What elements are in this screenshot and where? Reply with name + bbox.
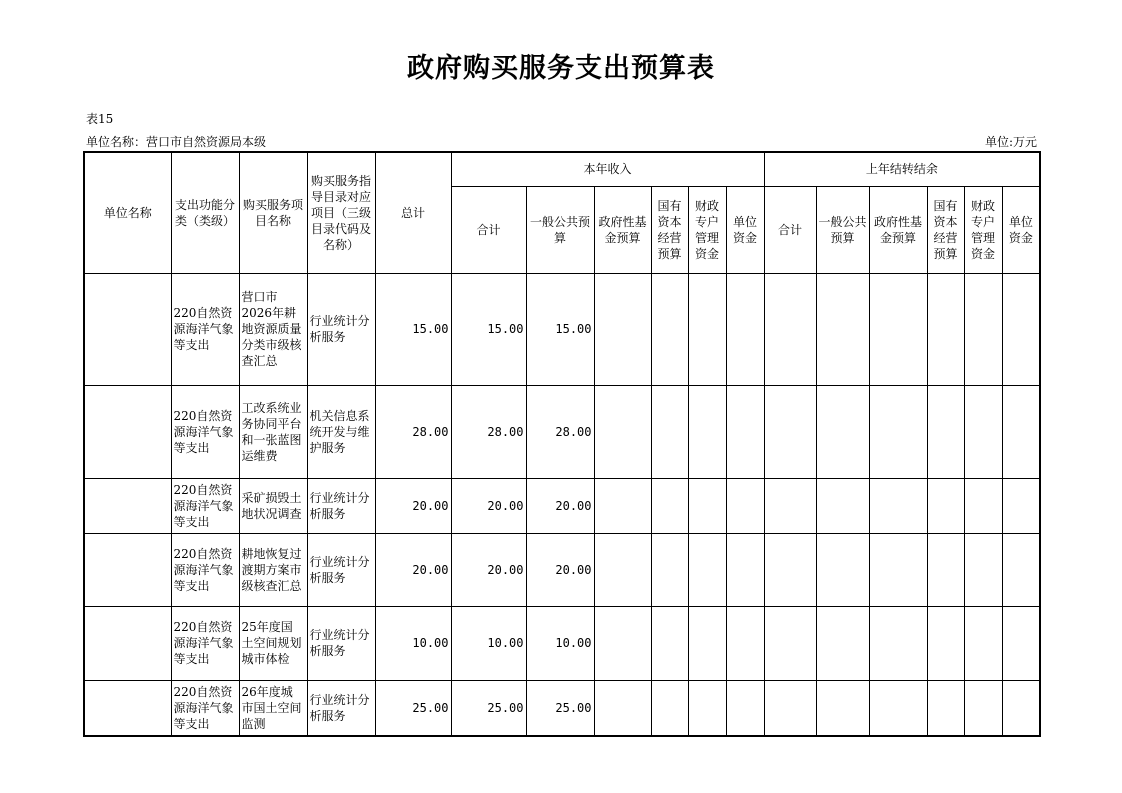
empty-cell: [816, 385, 869, 478]
empty-cell: [964, 606, 1002, 680]
budget-table: [83, 151, 1041, 737]
empty-cell: [651, 680, 688, 736]
row-project-name: 采矿损毁土地状况调查: [239, 478, 307, 533]
empty-cell: [594, 385, 651, 478]
empty-cell: [651, 273, 688, 385]
empty-cell: [964, 273, 1002, 385]
header-last-gov-fund: 政府性基金预算: [869, 186, 927, 273]
empty-cell: [1002, 533, 1040, 606]
empty-cell: [1002, 478, 1040, 533]
row-project-name: 25年度国土空间规划城市体检: [239, 606, 307, 680]
empty-cell: [816, 680, 869, 736]
empty-cell: [1002, 273, 1040, 385]
empty-cell: [688, 606, 726, 680]
empty-cell: [726, 385, 764, 478]
header-last-year: 上年结转结余: [764, 152, 1040, 186]
header-cur-special-account: 财政专户管理资金: [688, 186, 726, 273]
row-project-name: 工改系统业务协同平台和一张蓝图运维费: [239, 385, 307, 478]
header-cur-gov-fund: 政府性基金预算: [594, 186, 651, 273]
empty-cell: [688, 533, 726, 606]
empty-cell: [869, 680, 927, 736]
row-catalog: 行业统计分析服务: [307, 478, 375, 533]
empty-cell: [816, 606, 869, 680]
row-cur-total: 20.00: [451, 478, 526, 533]
empty-cell: [688, 478, 726, 533]
row-unit-name: [84, 606, 171, 680]
empty-cell: [816, 533, 869, 606]
row-catalog: 行业统计分析服务: [307, 273, 375, 385]
empty-cell: [816, 273, 869, 385]
unit-label: 单位:万元: [984, 135, 1037, 149]
row-total: 10.00: [375, 606, 451, 680]
empty-cell: [964, 385, 1002, 478]
empty-cell: [927, 606, 964, 680]
empty-cell: [869, 478, 927, 533]
empty-cell: [651, 478, 688, 533]
empty-cell: [927, 385, 964, 478]
row-cur-general: 15.00: [526, 273, 594, 385]
empty-cell: [1002, 606, 1040, 680]
row-cur-general: 20.00: [526, 478, 594, 533]
row-func-class: 220自然资源海洋气象等支出: [171, 385, 239, 478]
row-catalog: 行业统计分析服务: [307, 533, 375, 606]
header-cur-general: 一般公共预算: [526, 186, 594, 273]
header-last-unit-fund: 单位资金: [1002, 186, 1040, 273]
empty-cell: [764, 385, 816, 478]
header-current-year: 本年收入: [451, 152, 764, 186]
unit-name-line: 单位名称：营口市自然资源局本级: [86, 135, 267, 149]
row-func-class: 220自然资源海洋气象等支出: [171, 533, 239, 606]
empty-cell: [927, 533, 964, 606]
empty-cell: [594, 273, 651, 385]
header-cur-state-capital: 国有资本经营预算: [651, 186, 688, 273]
table-row: [84, 533, 1040, 606]
row-project-name: 26年度城市国土空间监测: [239, 680, 307, 736]
row-cur-total: 25.00: [451, 680, 526, 736]
page-title: 政府购买服务支出预算表: [407, 53, 715, 84]
row-cur-general: 20.00: [526, 533, 594, 606]
row-unit-name: [84, 680, 171, 736]
empty-cell: [1002, 680, 1040, 736]
row-unit-name: [84, 385, 171, 478]
empty-cell: [816, 478, 869, 533]
empty-cell: [764, 533, 816, 606]
row-project-name: 耕地恢复过渡期方案市级核查汇总: [239, 533, 307, 606]
empty-cell: [927, 478, 964, 533]
table-row: [84, 478, 1040, 533]
table-row: [84, 385, 1040, 478]
row-catalog: 行业统计分析服务: [307, 606, 375, 680]
header-unit-name: 单位名称: [84, 152, 171, 273]
empty-cell: [594, 478, 651, 533]
row-cur-total: 20.00: [451, 533, 526, 606]
row-cur-total: 15.00: [451, 273, 526, 385]
empty-cell: [764, 273, 816, 385]
row-total: 15.00: [375, 273, 451, 385]
empty-cell: [688, 385, 726, 478]
row-cur-general: 10.00: [526, 606, 594, 680]
row-unit-name: [84, 273, 171, 385]
row-cur-total: 10.00: [451, 606, 526, 680]
header-project-name: 购买服务项目名称: [239, 152, 307, 273]
empty-cell: [688, 273, 726, 385]
row-cur-total: 28.00: [451, 385, 526, 478]
empty-cell: [869, 533, 927, 606]
row-func-class: 220自然资源海洋气象等支出: [171, 273, 239, 385]
header-cur-unit-fund: 单位资金: [726, 186, 764, 273]
empty-cell: [869, 385, 927, 478]
empty-cell: [964, 533, 1002, 606]
row-unit-name: [84, 478, 171, 533]
empty-cell: [764, 478, 816, 533]
table-number: 表15: [86, 112, 114, 126]
row-cur-general: 25.00: [526, 680, 594, 736]
header-last-state-capital: 国有资本经营预算: [927, 186, 964, 273]
row-total: 25.00: [375, 680, 451, 736]
empty-cell: [869, 273, 927, 385]
empty-cell: [651, 533, 688, 606]
empty-cell: [651, 606, 688, 680]
empty-cell: [726, 680, 764, 736]
empty-cell: [726, 533, 764, 606]
row-func-class: 220自然资源海洋气象等支出: [171, 478, 239, 533]
row-project-name: 营口市2026年耕地资源质量分类市级核查汇总: [239, 273, 307, 385]
row-catalog: 机关信息系统开发与维护服务: [307, 385, 375, 478]
empty-cell: [726, 606, 764, 680]
empty-cell: [764, 680, 816, 736]
empty-cell: [869, 606, 927, 680]
empty-cell: [726, 273, 764, 385]
row-unit-name: [84, 533, 171, 606]
empty-cell: [964, 680, 1002, 736]
header-last-special-account: 财政专户管理资金: [964, 186, 1002, 273]
empty-cell: [1002, 385, 1040, 478]
row-func-class: 220自然资源海洋气象等支出: [171, 606, 239, 680]
table-row: [84, 606, 1040, 680]
header-total: 总计: [375, 152, 451, 273]
table-row: [84, 680, 1040, 736]
header-row-1: [84, 152, 1040, 186]
empty-cell: [764, 606, 816, 680]
row-func-class: 220自然资源海洋气象等支出: [171, 680, 239, 736]
row-total: 28.00: [375, 385, 451, 478]
header-last-total: 合计: [764, 186, 816, 273]
empty-cell: [927, 273, 964, 385]
header-func-class: 支出功能分类（类级）: [171, 152, 239, 273]
empty-cell: [688, 680, 726, 736]
header-catalog: 购买服务指导目录对应项目（三级目录代码及名称）: [307, 152, 375, 273]
header-last-general: 一般公共预算: [816, 186, 869, 273]
empty-cell: [964, 478, 1002, 533]
empty-cell: [594, 533, 651, 606]
header-cur-total: 合计: [451, 186, 526, 273]
empty-cell: [726, 478, 764, 533]
empty-cell: [927, 680, 964, 736]
empty-cell: [594, 680, 651, 736]
row-cur-general: 28.00: [526, 385, 594, 478]
row-catalog: 行业统计分析服务: [307, 680, 375, 736]
row-total: 20.00: [375, 533, 451, 606]
empty-cell: [594, 606, 651, 680]
empty-cell: [651, 385, 688, 478]
row-total: 20.00: [375, 478, 451, 533]
table-row: [84, 273, 1040, 385]
